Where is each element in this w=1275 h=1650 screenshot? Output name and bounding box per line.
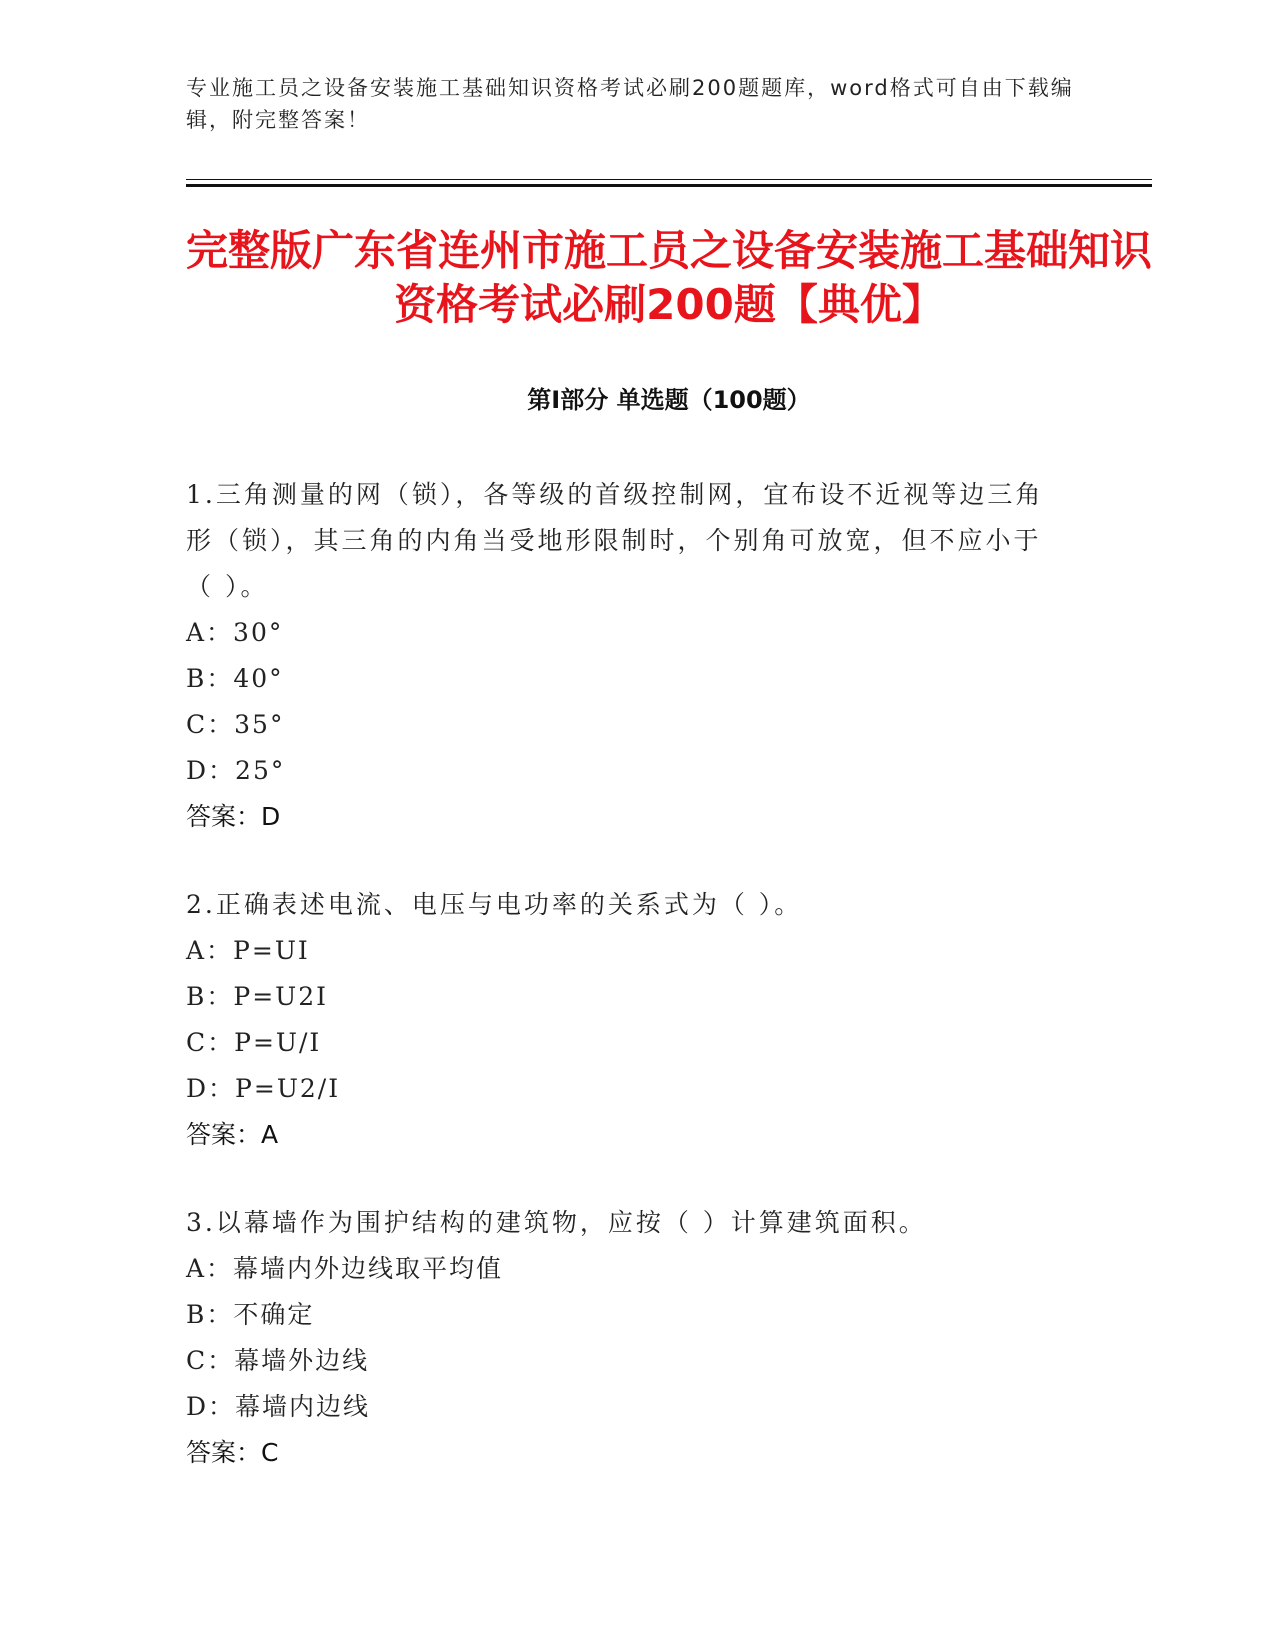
header-divider-thick [186, 184, 1152, 187]
option-c: C：P=U/I [186, 1028, 322, 1057]
question-stem: 3.以幕墙作为围护结构的建筑物，应按（ ）计算建筑面积。 [186, 1208, 927, 1237]
option-d: D：幕墙内边线 [186, 1392, 371, 1421]
option-b: B：不确定 [186, 1300, 315, 1329]
option-c: C：幕墙外边线 [186, 1346, 370, 1375]
option-d: D：25° [186, 756, 286, 785]
question-block [186, 882, 1066, 1158]
section-heading: 第Ⅰ部分 单选题（100题） [527, 386, 811, 414]
answer: 答案：C [186, 1438, 279, 1467]
option-d: D：P=U2/I [186, 1074, 341, 1103]
header-divider-thin [186, 179, 1152, 180]
option-c: C：35° [186, 710, 285, 739]
question-stem: 2.正确表述电流、电压与电功率的关系式为（ ）。 [186, 890, 803, 919]
option-a: A：30° [186, 618, 284, 647]
option-b: B：40° [186, 664, 284, 693]
option-a: A：P=UI [186, 936, 310, 965]
option-b: B：P=U2I [186, 982, 328, 1011]
question-block [186, 1200, 1066, 1476]
answer: 答案：A [186, 1120, 279, 1149]
question-stem: 1.三角测量的网（锁），各等级的首级控制网，宜布设不近视等边三角形（锁），其三角的内角当受地形限制时，个别角可放宽，但不应小于（ ）。 [186, 480, 1044, 601]
document-title: 完整版广东省连州市施工员之设备安装施工基础知识资格考试必刷200题【典优】 [186, 226, 1153, 329]
header-note: 专业施工员之设备安装施工基础知识资格考试必刷200题题库，word格式可自由下载编辑，附完整答案！ [186, 76, 1074, 132]
option-a: A：幕墙内外边线取平均值 [186, 1254, 504, 1283]
question-block [186, 472, 1066, 840]
answer: 答案：D [186, 802, 281, 831]
